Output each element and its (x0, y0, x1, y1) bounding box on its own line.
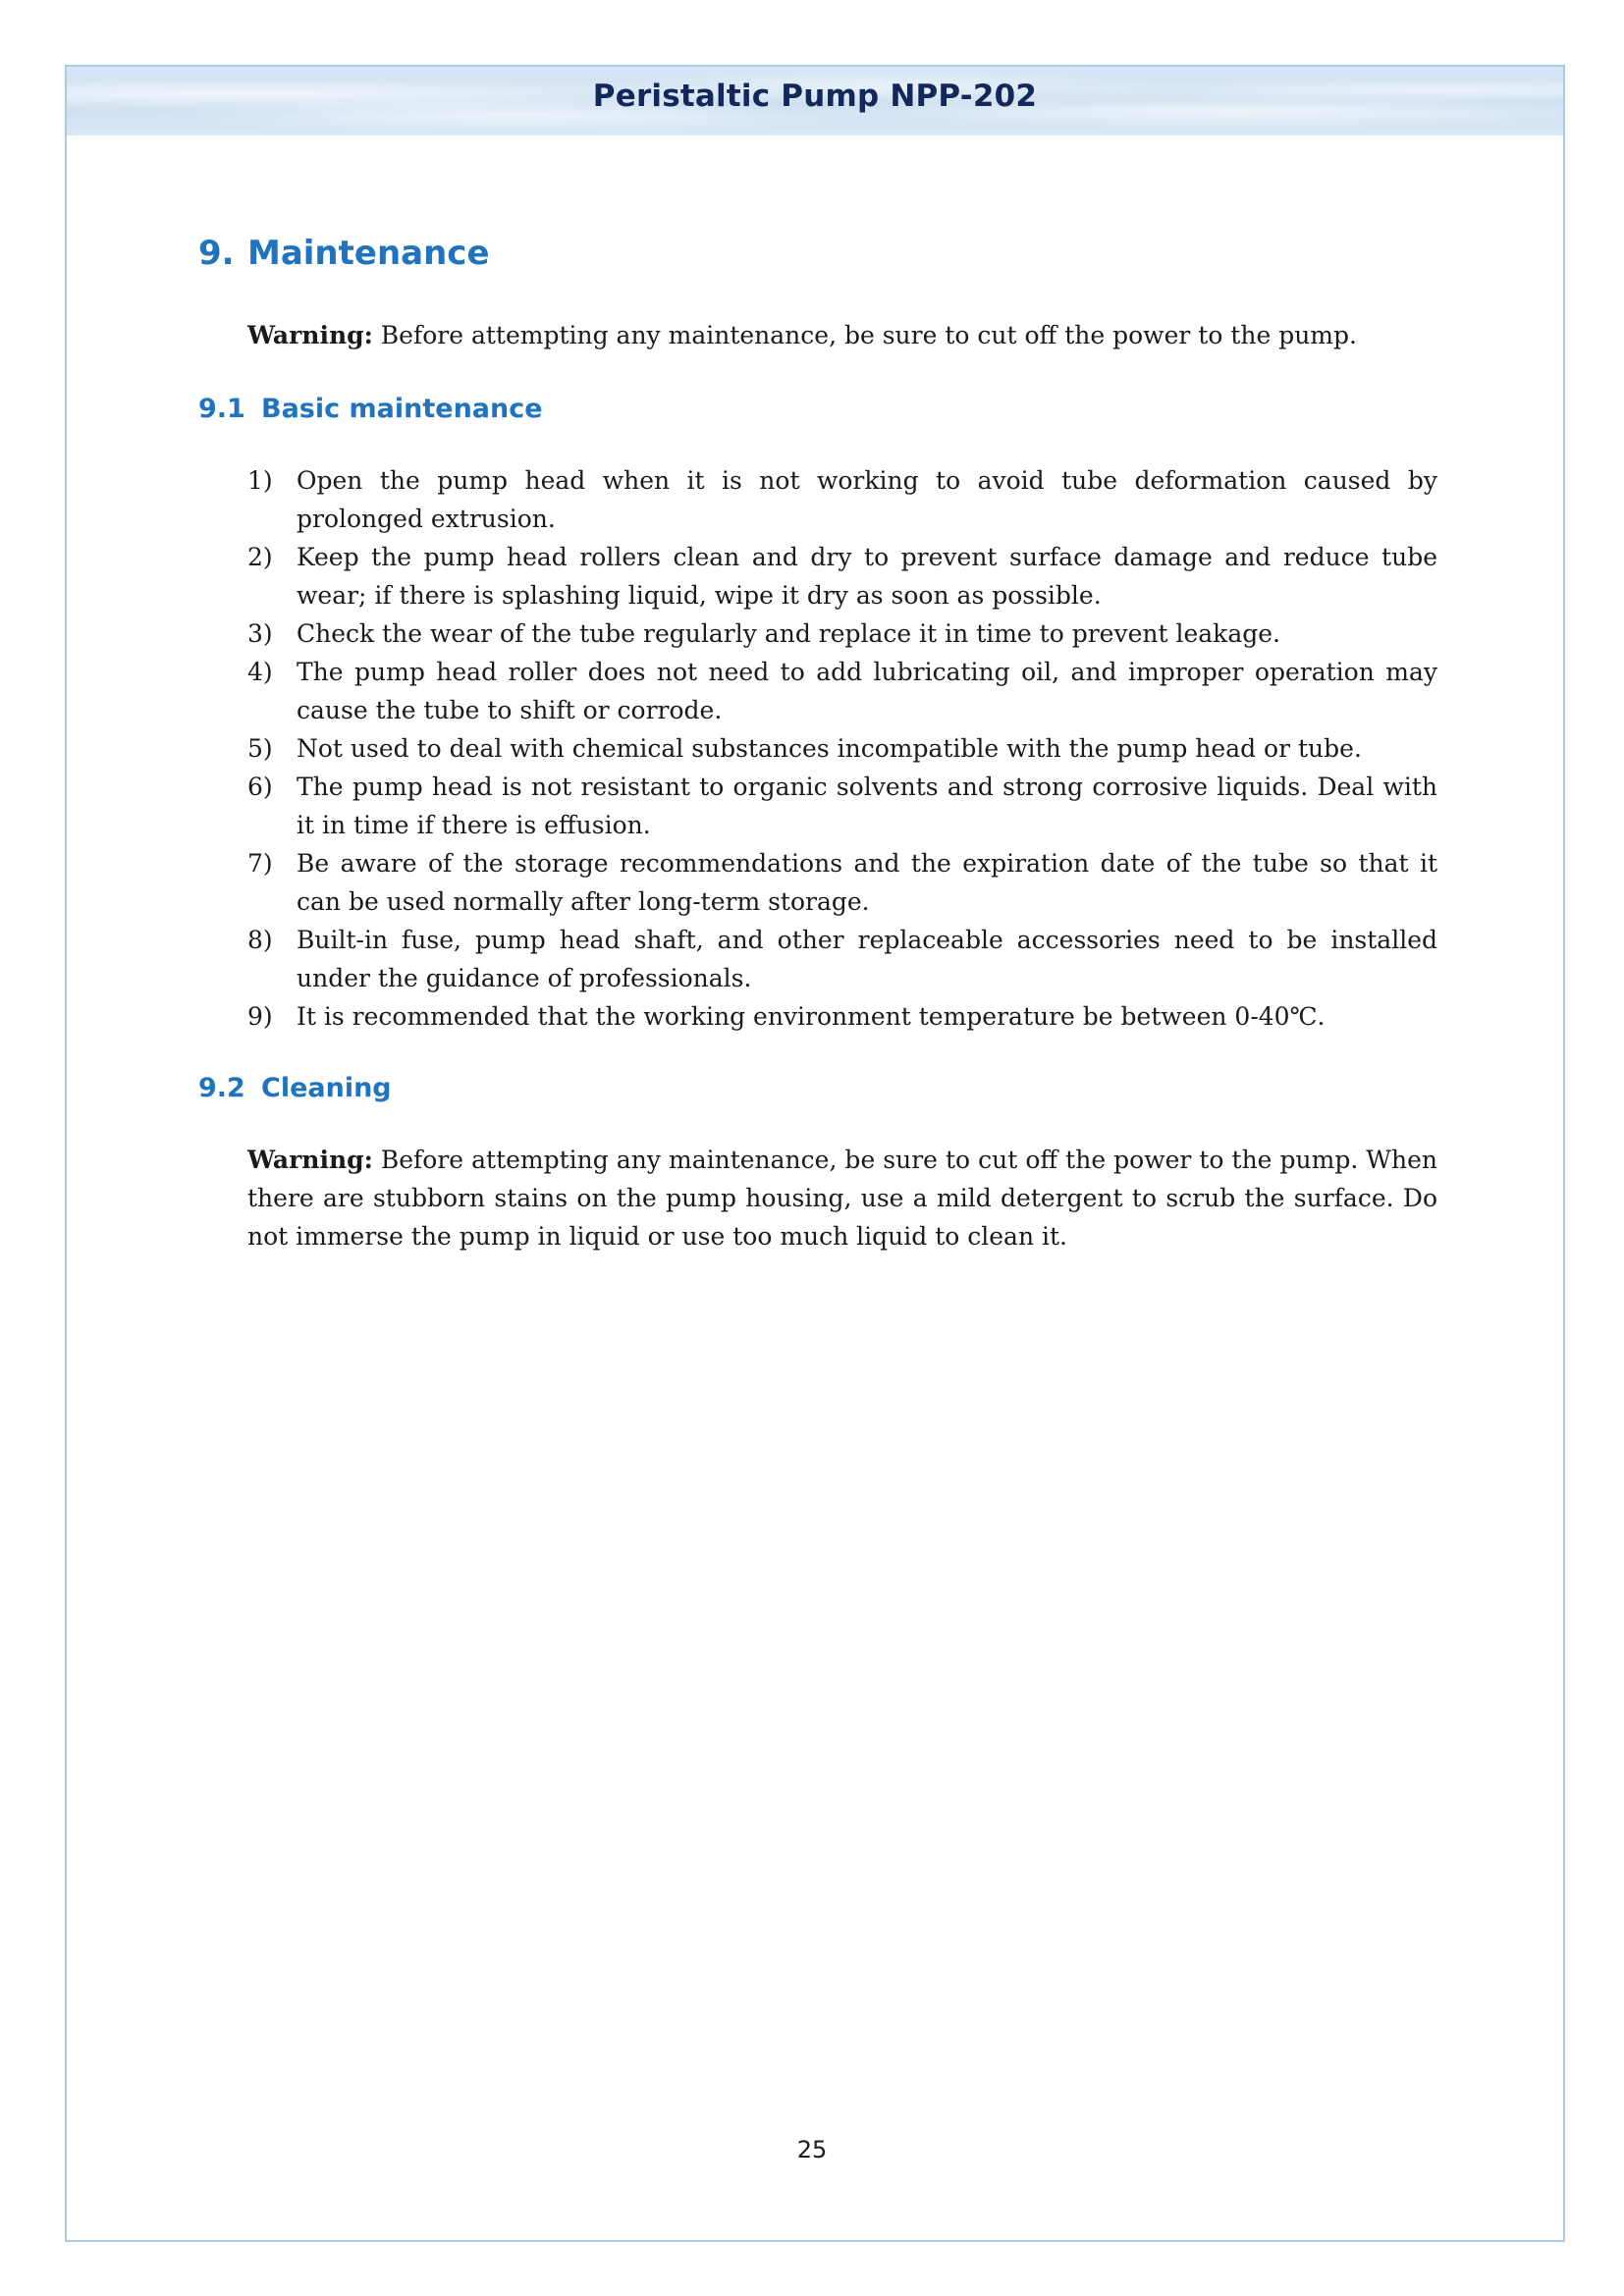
list-item-text: The pump head is not resistant to organic solvents and strong corrosive liquids. Deal with it in time if there is effusion. (297, 773, 1437, 839)
section-heading-maintenance (198, 234, 1437, 273)
warning-text: Before attempting any maintenance, be sure to cut off the power to the pump. (372, 321, 1357, 349)
list-item (247, 461, 1437, 538)
list-item-number: 2) (247, 543, 273, 571)
list-item-number: 4) (247, 658, 273, 686)
warning-label: Warning: (247, 1146, 373, 1174)
basic-maintenance-list (198, 461, 1437, 1036)
list-item-text: Built-in fuse, pump head shaft, and other replaceable accessories need to be installed under the guidance of professionals. (297, 926, 1437, 992)
warning-label: Warning: (247, 321, 373, 349)
list-item-text: Open the pump head when it is not working to avoid tube deformation caused by prolonged extrusion. (297, 466, 1437, 533)
list-item (247, 844, 1437, 921)
list-item (247, 538, 1437, 614)
list-item-number: 9) (247, 1002, 273, 1031)
header-band (67, 67, 1563, 135)
list-item-number: 5) (247, 734, 273, 763)
list-item-number: 8) (247, 926, 273, 954)
subsection-heading-cleaning (198, 1073, 1437, 1103)
list-item (247, 921, 1437, 997)
list-item-text: Not used to deal with chemical substances incompatible with the pump head or tube. (297, 734, 1362, 763)
maintenance-warning (247, 316, 1437, 354)
list-item-text: Check the wear of the tube regularly and replace it in time to prevent leakage. (297, 619, 1280, 648)
page-number: 25 (796, 2136, 828, 2163)
subsection-number: 9.2 (198, 1073, 245, 1103)
section-title: Maintenance (247, 234, 490, 273)
section-number: 9. (198, 234, 235, 273)
list-item-number: 7) (247, 849, 273, 878)
list-item (247, 614, 1437, 653)
list-item-number: 6) (247, 773, 273, 801)
cleaning-warning (247, 1141, 1437, 1255)
list-item (247, 997, 1437, 1036)
list-item (247, 729, 1437, 768)
document-title: Peristaltic Pump NPP-202 (592, 79, 1038, 114)
list-item-number: 1) (247, 466, 273, 495)
subsection-title: Cleaning (261, 1073, 392, 1103)
list-item-text: It is recommended that the working environment temperature be between 0-40℃. (297, 1002, 1326, 1031)
subsection-number: 9.1 (198, 394, 245, 424)
list-item-text: The pump head roller does not need to add lubricating oil, and improper operation may cause the tube to shift or corrode. (297, 658, 1437, 724)
subsection-title: Basic maintenance (261, 394, 543, 424)
list-item (247, 653, 1437, 729)
subsection-heading-basic-maintenance (198, 394, 1437, 424)
list-item-text: Keep the pump head rollers clean and dry to prevent surface damage and reduce tube wear; if there is splashing liquid, wipe it dry as soon as possible. (297, 543, 1437, 610)
list-item-number: 3) (247, 619, 273, 648)
list-item-text: Be aware of the storage recommendations and the expiration date of the tube so that it can be used normally after long-term storage. (297, 849, 1437, 916)
page-content (198, 234, 1437, 1255)
warning-text: Before attempting any maintenance, be sure to cut off the power to the pump. When there are stubborn stains on the pump housing, use a mild detergent to scrub the surface. Do not immerse the pump in liquid or use too much liquid to clean it. (247, 1146, 1437, 1251)
list-item (247, 768, 1437, 844)
